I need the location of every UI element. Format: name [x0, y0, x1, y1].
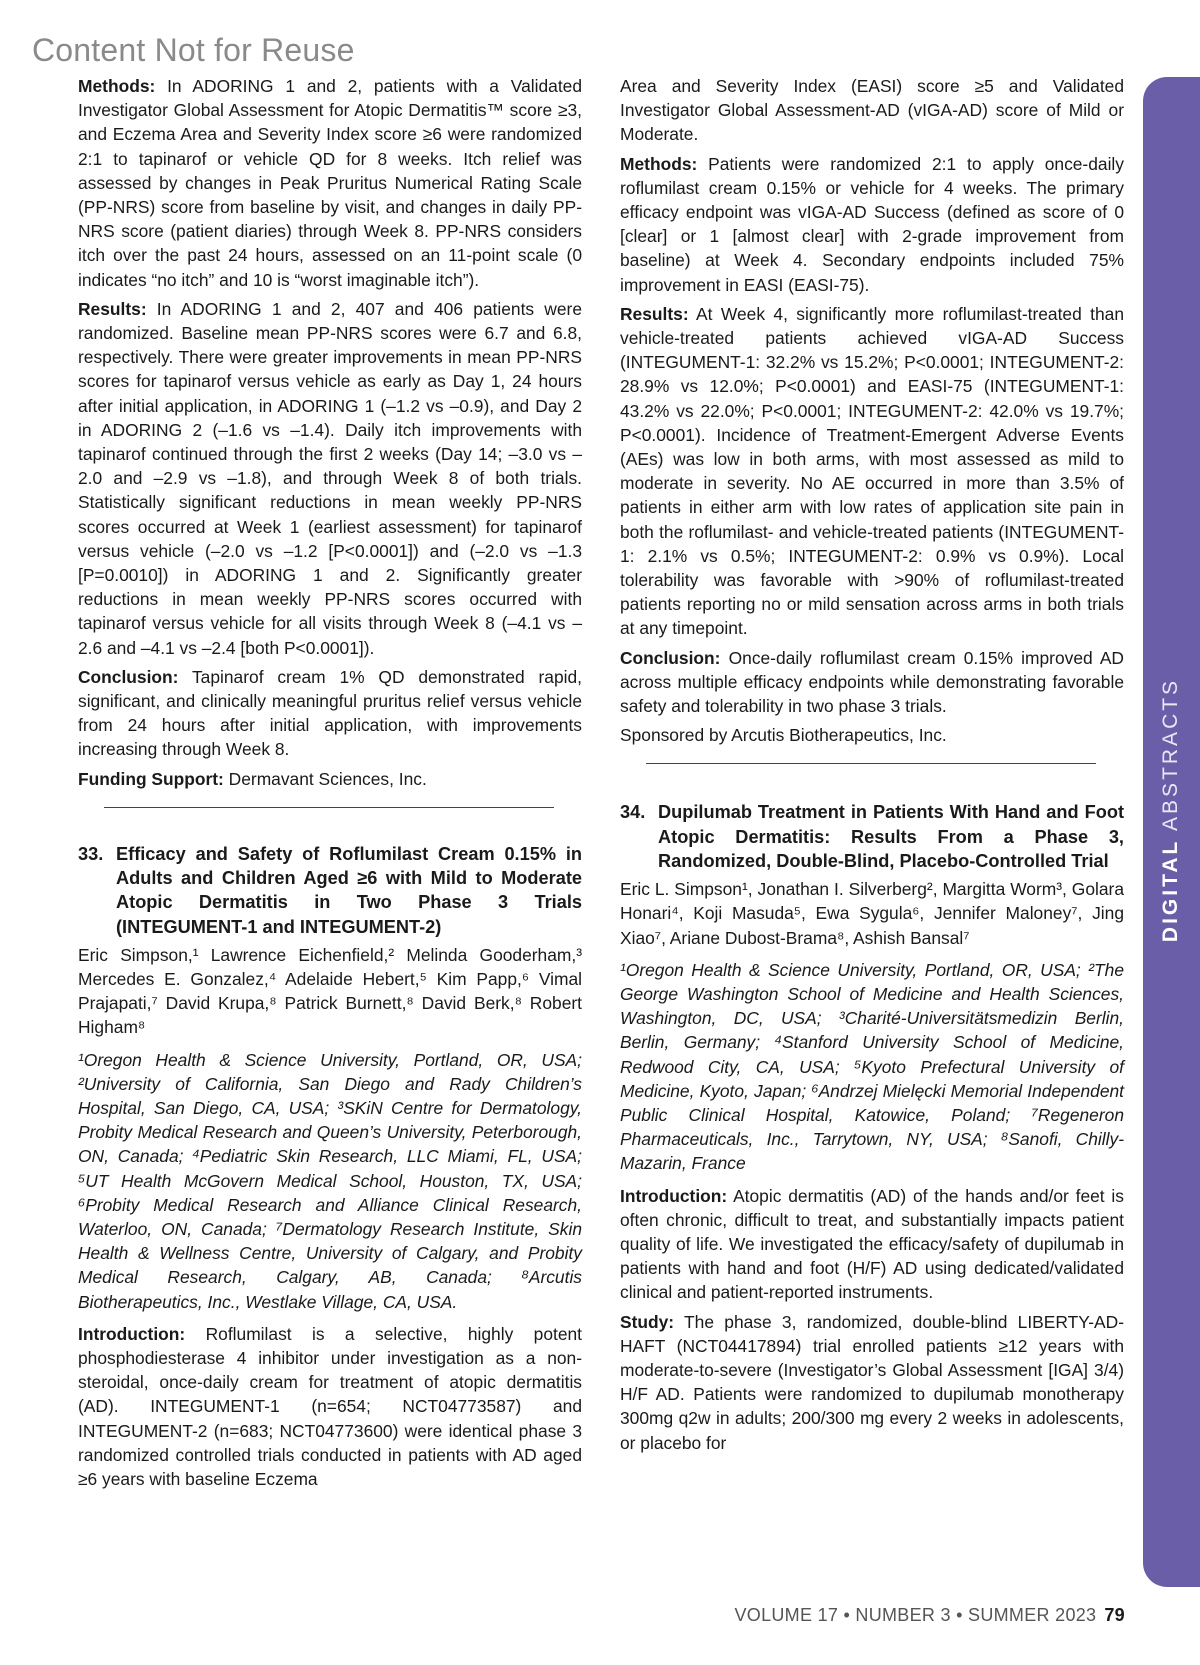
abstract-34-authors: Eric L. Simpson¹, Jonathan I. Silverberg², Margitta Worm³, Golara Honari⁴, Koji Masuda⁵, Ewa Sygula⁶, Jennifer Maloney⁷, Jing Xiao⁷, Ariane Dubost-Brama⁸, Ashish Bansal⁷: [620, 879, 1124, 948]
study-text: The phase 3, randomized, double-blind LIBERTY-AD-HAFT (NCT04417894) trial enrolled patients ≥12 years with moderate-to-severe (Investigator’s Global Assessment [IGA] 3/4) H/F AD. Patients were randomized to dupilumab monotherapy 300mg q2w in adults; 200/300 mg every 2 weeks in adolescents, or placebo for: [620, 1311, 1124, 1453]
results-paragraph: [620, 302, 1124, 641]
methods-label: Methods:: [78, 76, 156, 96]
section-divider: [104, 807, 554, 808]
section-divider: [646, 763, 1096, 764]
abstract-34-number: 34.: [620, 802, 646, 823]
abstract-33-introduction: [78, 1322, 582, 1491]
right-column: [620, 74, 1124, 1460]
funding-label: Funding Support:: [78, 768, 224, 789]
methods-paragraph: [620, 152, 1124, 297]
watermark: Content Not for Reuse: [32, 32, 355, 68]
side-label-bold: DIGITAL: [1159, 838, 1182, 943]
conclusion-paragraph: [78, 665, 582, 762]
results-text: In ADORING 1 and 2, 407 and 406 patients were randomized. Baseline mean PP-NRS scores were 6.7 and 6.8, respectively. There were greater improvements in mean PP-NRS scores for tapinarof versus vehicle as early as Day 1, 24 hours after initial application, in ADORING 1 (–1.2 vs –0.9), and Day 2 in ADORING 2 (–1.6 vs –1.4). Daily itch improvements with tapinarof continued through the first 2 weeks (Day 14; –3.0 vs –2.0 and –2.9 vs –1.8), and through Week 8 of both trials. Statistically significant reductions in mean weekly PP-NRS scores occurred at Week 1 (earliest assessment) for tapinarof versus vehicle (–2.0 vs –1.2 [P<0.0001]) and (–2.0 vs –1.3 [P=0.0010]) in ADORING 1 and 2. Significantly greater reductions in mean weekly PP-NRS scores occurred with tapinarof versus vehicle for all visits through Week 8 (–4.1 vs –2.6 and –4.1 vs –2.4 [both P<0.0001]).: [78, 298, 582, 658]
introduction-label: Introduction:: [78, 1323, 186, 1344]
side-label-light: ABSTRACTS: [1159, 677, 1182, 831]
conclusion-label: Conclusion:: [78, 666, 179, 687]
methods-label: Methods:: [620, 153, 698, 174]
results-text: At Week 4, significantly more roflumilast-treated than vehicle-treated patients achieved vIGA-AD Success (INTEGUMENT-1: 32.2% vs 15.2%; P<0.0001; INTEGUMENT-2: 28.9% vs 12.0%; P<0.0001) and EASI-75 (INTEGUMENT-1: 43.2% vs 22.0%; P<0.0001; INTEGUMENT-2: 42.0% vs 19.7%; P<0.0001). Incidence of Treatment-Emergent Adverse Events (AEs) was low in both arms, with most assessed as mild to moderate in severity. No AE occurred in more than 3.5% of patients in either arm with low rates of application site pain in both the roflumilast- and vehicle-treated patients (INTEGUMENT-1: 2.1% vs 0.5%; INTEGUMENT-2: 0.9% vs 0.9%). Local tolerability was favorable with >90% of roflumilast-treated patients reporting no or mild sensation across arms in both trials at any timepoint.: [620, 303, 1124, 639]
results-paragraph: [78, 297, 582, 660]
left-column: [78, 74, 582, 1496]
abstract-34-introduction: [620, 1184, 1124, 1305]
abstract-34-affiliations: ¹Oregon Health & Science University, Portland, OR, USA; ²The George Washington School of Medicine and Health Sciences, Washington, DC, USA; ³Charité-Universitätsmedizin Berlin, Berlin, Germany; ⁴Stanford University School of Medicine, Redwood City, CA, USA; ⁵Kyoto Prefectural University of Medicine, Kyoto, Japan; ⁶Andrzej Mielęcki Memorial Independent Public Clinical Hospital, Katowice, Poland; ⁷Regeneron Pharmaceuticals, Inc., Tarrytown, NY, USA; ⁸Sanofi, Chilly-Mazarin, France: [620, 959, 1124, 1174]
methods-text: Patients were randomized 2:1 to apply once-daily roflumilast cream 0.15% or vehicle for 4 weeks. The primary efficacy endpoint was vIGA-AD Success (defined as score of 0 [clear] or 1 [almost clear] with 2-grade improvement from baseline) at Week 4. Secondary endpoints included 75% improvement in EASI (EASI-75).: [620, 153, 1124, 295]
abstract-33-title: [78, 842, 582, 939]
abstract-33-authors: Eric Simpson,¹ Lawrence Eichenfield,² Melinda Gooderham,³ Mercedes E. Gonzalez,⁴ Adelaide Hebert,⁵ Kim Papp,⁶ Vimal Prajapati,⁷ David Krupa,⁸ Patrick Burnett,⁸ David Berk,⁸ Robert Higham⁸: [78, 944, 582, 1038]
abstract-33-affiliations: ¹Oregon Health & Science University, Portland, OR, USA; ²University of California, San Diego and Rady Children’s Hospital, San Diego, CA, USA; ³SKiN Centre for Dermatology, Probity Medical Research and Queen’s University, Peterborough, ON, Canada; ⁴Pediatric Skin Research, LLC Miami, FL, USA; ⁵UT Health McGovern Medical School, Houston, TX, USA; ⁶Probity Medical Research and Alliance Clinical Research, Waterloo, ON, Canada; ⁷Dermatology Research Institute, Skin Health & Wellness Centre, University of Calgary, and Probity Medical Research, Calgary, AB, Canada; ⁸Arcutis Biotherapeutics, Inc., Westlake Village, CA, USA.: [78, 1049, 582, 1312]
abstract-34-study: [620, 1310, 1124, 1455]
introduction-label: Introduction:: [620, 1185, 728, 1206]
methods-text: In ADORING 1 and 2, patients with a Validated Investigator Global Assessment for Atopic Dermatitis™ score ≥3, and Eczema Area and Severity Index score ≥6 were randomized 2:1 to tapinarof or vehicle QD for 8 weeks. Itch relief was assessed by changes in Peak Pruritus Numerical Rating Scale (PP-NRS) score from baseline by visit, and changes in daily PP-NRS score (patient diaries) through Week 8. PP-NRS considers itch over the past 24 hours, assessed on an 11-point scale (0 indicates “no itch” and 10 is “worst imaginable itch”).: [78, 76, 582, 290]
funding-paragraph: [78, 767, 582, 791]
study-label: Study:: [620, 1311, 675, 1332]
abstract-34-title-text: Dupilumab Treatment in Patients With Hand and Foot Atopic Dermatitis: Results From a Phase 3, Randomized, Double-Blind, Placebo-Controlled Trial: [658, 802, 1124, 871]
introduction-text: Atopic dermatitis (AD) of the hands and/or feet is often chronic, difficult to treat, and substantially impacts patient quality of life. We investigated the efficacy/safety of dupilumab in patients with hand and foot (H/F) AD using dedicated/validated clinical and patient-reported instruments.: [620, 1185, 1124, 1303]
conclusion-paragraph: [620, 646, 1124, 719]
introduction-text: Roflumilast is a selective, highly potent phosphodiesterase 4 inhibitor under investigation as a non-steroidal, once-daily cream for treatment of atopic dermatitis (AD). INTEGUMENT-1 (n=654; NCT04773587) and INTEGUMENT-2 (n=683; NCT04773600) were identical phase 3 randomized controlled trials conducted in patients with AD aged ≥6 years with baseline Eczema: [78, 1323, 582, 1489]
abstract-34-title: [620, 800, 1124, 873]
methods-paragraph: [78, 74, 582, 292]
conclusion-label: Conclusion:: [620, 647, 721, 668]
abstract-33-number: 33.: [78, 843, 104, 864]
conclusion-text: Once-daily roflumilast cream 0.15% improved AD across multiple efficacy endpoints while demonstrating favorable safety and tolerability in two phase 3 trials.: [620, 647, 1124, 717]
section-side-label: [1159, 678, 1183, 942]
continued-paragraph: Area and Severity Index (EASI) score ≥5 and Validated Investigator Global Assessment-AD (vIGA-AD) score of Mild or Moderate.: [620, 76, 1124, 145]
funding-text: Dermavant Sciences, Inc.: [223, 768, 427, 789]
issue-info: VOLUME 17 • NUMBER 3 • SUMMER 2023: [734, 1605, 1097, 1625]
results-label: Results:: [620, 303, 689, 324]
abstract-33-title-text: Efficacy and Safety of Roflumilast Cream 0.15% in Adults and Children Aged ≥6 with Mild to Moderate Atopic Dermatitis in Two Phase 3 Trials (INTEGUMENT-1 and INTEGUMENT-2): [116, 843, 582, 937]
results-label: Results:: [78, 298, 147, 319]
sponsor-line: Sponsored by Arcutis Biotherapeutics, Inc.: [620, 725, 947, 746]
page-footer: [734, 1605, 1125, 1626]
page-number: 79: [1104, 1605, 1125, 1625]
conclusion-text: Tapinarof cream 1% QD demonstrated rapid, significant, and clinically meaningful pruritus relief versus vehicle from 24 hours after initial application, with improvements increasing through Week 8.: [78, 666, 582, 760]
